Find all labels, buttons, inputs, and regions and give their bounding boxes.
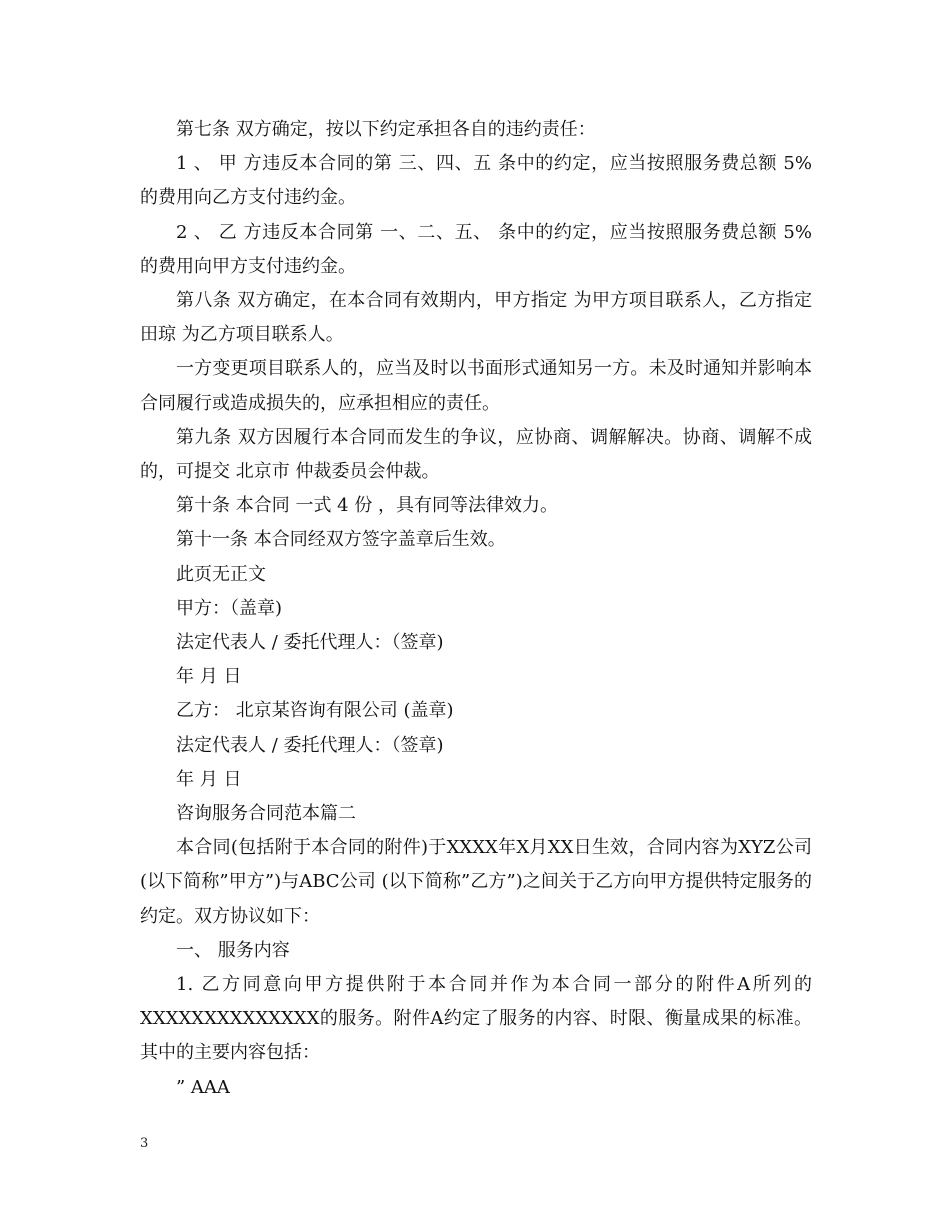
list-item-aaa: ” AAA <box>176 1076 230 1098</box>
document-page <box>140 113 818 1105</box>
section-1-heading: 一、 服务内容 <box>176 939 290 961</box>
contract-intro: 本合同(包括附于本合同的附件)于XXXX年X月XX日生效，合同内容为XYZ公司(以下简称”甲方”)与ABC公司 (以下简称”乙方”)之间关于乙方向甲方提供特定服务的约定。双方协议如下： <box>140 837 812 927</box>
section-1-item-1: 1. 乙方同意向甲方提供附于本合同并作为本合同一部分的附件A所列的XXXXXXXXXXXXXX的服务。附件A约定了服务的内容、时限、衡量成果的标准。其中的主要内容包括： <box>140 974 812 1064</box>
party-b-seal: 乙方： 北京某咨询有限公司 (盖章) <box>176 700 454 722</box>
party-a-date: 年 月 日 <box>176 666 242 688</box>
clause-7-item-1: 1 、 甲 方违反本合同的第 三、四、五 条中的约定，应当按照服务费总额 5% 的费用向乙方支付违约金。 <box>140 153 818 209</box>
party-b-date: 年 月 日 <box>176 768 242 790</box>
party-a-representative: 法定代表人 / 委托代理人：（签章) <box>176 632 444 654</box>
clause-11: 第十一条 本合同经双方签字盖章后生效。 <box>176 529 506 551</box>
clause-8: 第八条 双方确定，在本合同有效期内，甲方指定 为甲方项目联系人，乙方指定 田琼 为乙方项目联系人。 <box>140 290 818 346</box>
page-number: 3 <box>140 1136 149 1151</box>
clause-8-contact-change: 一方变更项目联系人的，应当及时以书面形式通知另一方。未及时通知并影响本合同履行或造成损失的，应承担相应的责任。 <box>140 358 812 414</box>
no-body-note: 此页无正文 <box>176 563 266 585</box>
section-title-template-2: 咨询服务合同范本篇二 <box>176 803 356 825</box>
clause-10: 第十条 本合同 一式 4 份 ，具有同等法律效力。 <box>176 495 559 517</box>
party-a-seal: 甲方：（盖章) <box>176 597 283 619</box>
clause-7-item-2: 2 、 乙 方违反本合同第 一、二、五、 条中的约定，应当按照服务费总额 5% 的费用向甲方支付违约金。 <box>140 221 818 277</box>
party-b-representative: 法定代表人 / 委托代理人：（签章) <box>176 734 444 756</box>
clause-7-heading: 第七条 双方确定，按以下约定承担各自的违约责任： <box>176 119 596 140</box>
clause-9: 第九条 双方因履行本合同而发生的争议，应协商、调解解决。协商、调解不成的，可提交 北京市 仲裁委员会仲裁。 <box>140 426 812 483</box>
